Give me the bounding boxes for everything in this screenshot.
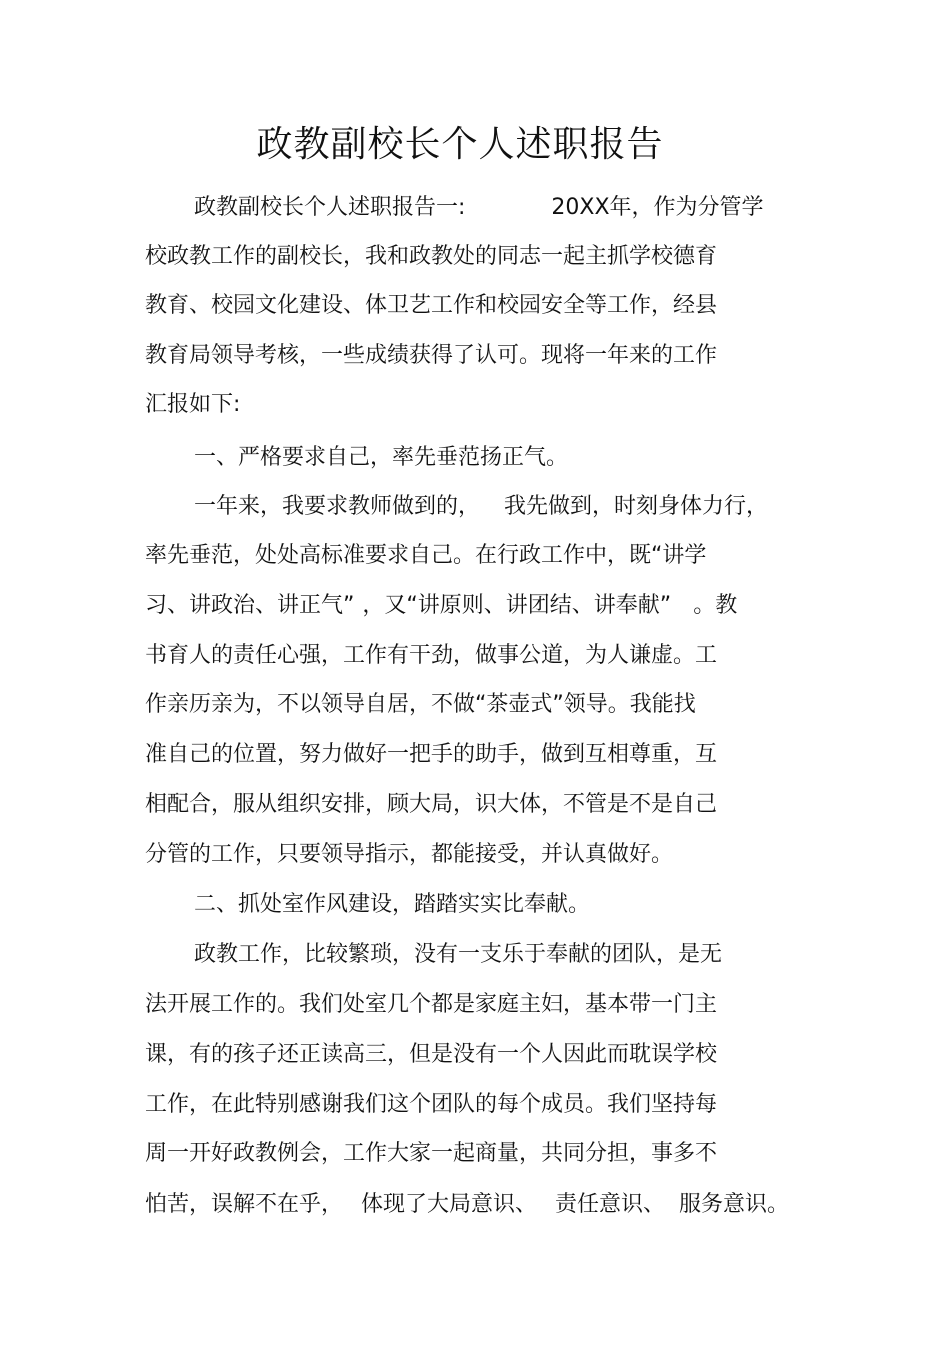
paragraph-line [194,190,764,226]
paragraph-line: 工作，在此特别感谢我们这个团队的每个成员。我们坚持每 [145,1092,718,1117]
paragraph-line: 课，有的孩子还正读高三，但是没有一个人因此而耽误学校 [145,1042,718,1067]
paragraph-line: 周一开好政教例会，工作大家一起商量，共同分担，事多不 [145,1141,718,1166]
line-segment: 体现了大局意识、 [361,1192,538,1217]
paragraph-line: 作亲历亲为，不以领导自居，不做“茶壶式”领导。我能找 [145,692,696,717]
line-segment: 怕苦，误解不在乎， [145,1192,344,1217]
line-segment: 。教 [693,593,738,618]
line-segment: 责任意识、 [555,1192,666,1217]
line-segment: 服务意识。 [679,1192,790,1217]
paragraph-line: 法开展工作的。我们处室几个都是家庭主妇，基本带一门主 [145,992,718,1017]
line-segment: 习、讲政治、讲正气” [145,593,355,618]
year-text: 20XX年，作为分管学 [551,195,764,220]
paragraph-line: 率先垂范，处处高标准要求自己。在行政工作中，既“讲学 [145,543,707,568]
paragraph-line [145,1187,789,1223]
paragraph-line [145,588,737,624]
paragraph-line: 政教工作，比较繁琐，没有一支乐于奉献的团队，是无 [194,942,723,967]
paragraph-line: 相配合，服从组织安排，顾大局，识大体，不管是不是自己 [145,792,718,817]
paragraph-line: 分管的工作，只要领导指示，都能接受，并认真做好。 [145,842,674,867]
paragraph-line [194,489,768,525]
intro-text: 政教副校长个人述职报告一: [194,195,466,220]
paragraph-line: 校政教工作的副校长，我和政教处的同志一起主抓学校德育 [145,244,718,269]
paragraph-line: 教育、校园文化建设、体卫艺工作和校园安全等工作，经县 [145,293,718,318]
section-heading: 二、抓处室作风建设，踏踏实实比奉献。 [194,892,591,917]
paragraph-line: 教育局领导考核，一些成绩获得了认可。现将一年来的工作 [145,343,718,368]
paragraph-line: 准自己的位置，努力做好一把手的助手，做到互相尊重，互 [145,742,718,767]
paragraph-line: 汇报如下: [145,392,241,417]
line-segment: ，又“讲原则、讲团结、讲奉献” [362,593,672,618]
paragraph-line: 书育人的责任心强，工作有干劲，做事公道，为人谦虚。工 [145,643,718,668]
line-segment: 一年来，我要求教师做到的， [194,494,481,519]
document-title: 政教副校长个人述职报告 [256,124,664,165]
line-segment: 我先做到，时刻身体力行， [504,494,769,519]
section-heading: 一、严格要求自己，率先垂范扬正气。 [194,445,569,470]
